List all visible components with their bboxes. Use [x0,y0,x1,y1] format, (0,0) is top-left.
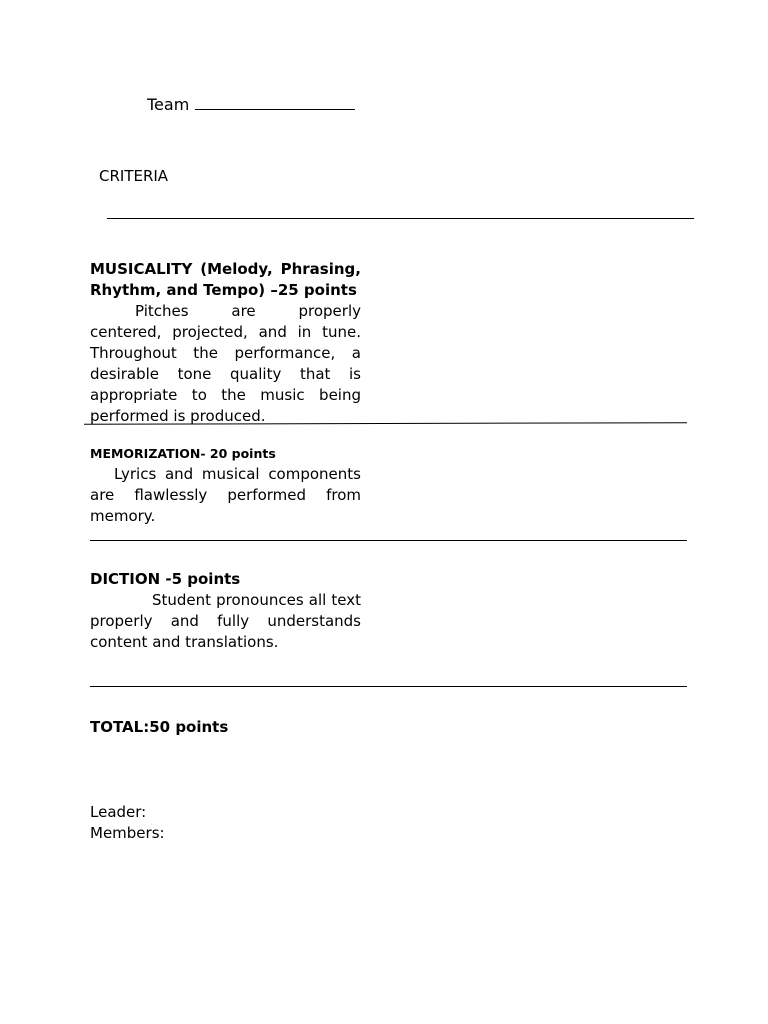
memorization-heading: MEMORIZATION- 20 points [90,446,276,461]
criteria-title: CRITERIA [99,167,169,185]
team-roster [90,802,165,844]
memorization-description: Lyrics and musical components are flawlessly performed from memory. [90,465,361,525]
diction-heading: DICTION -5 points [90,570,241,588]
total-points: TOTAL:50 points [90,718,229,736]
divider-diction [90,686,687,687]
members-label: Members: [90,824,165,842]
team-name-blank[interactable] [195,94,355,110]
musicality-heading: MUSICALITY (Melody, Phrasing, Rhythm, and Tempo) –25 points [90,260,361,299]
section-diction [90,569,361,653]
divider-musicality [84,422,687,425]
musicality-description: Pitches are properly centered, projected, and in tune. Throughout the performance, a desirable tone quality that is appropriate to the music being performed is produced. [90,302,361,425]
team-field [147,93,355,117]
divider-top [107,218,694,219]
section-musicality [90,259,361,427]
divider-memorization [90,540,687,541]
team-label: Team [147,95,190,114]
section-memorization [90,443,361,527]
diction-description: Student pronounces all text properly and fully understands content and translations. [90,591,361,651]
leader-label: Leader: [90,803,147,821]
